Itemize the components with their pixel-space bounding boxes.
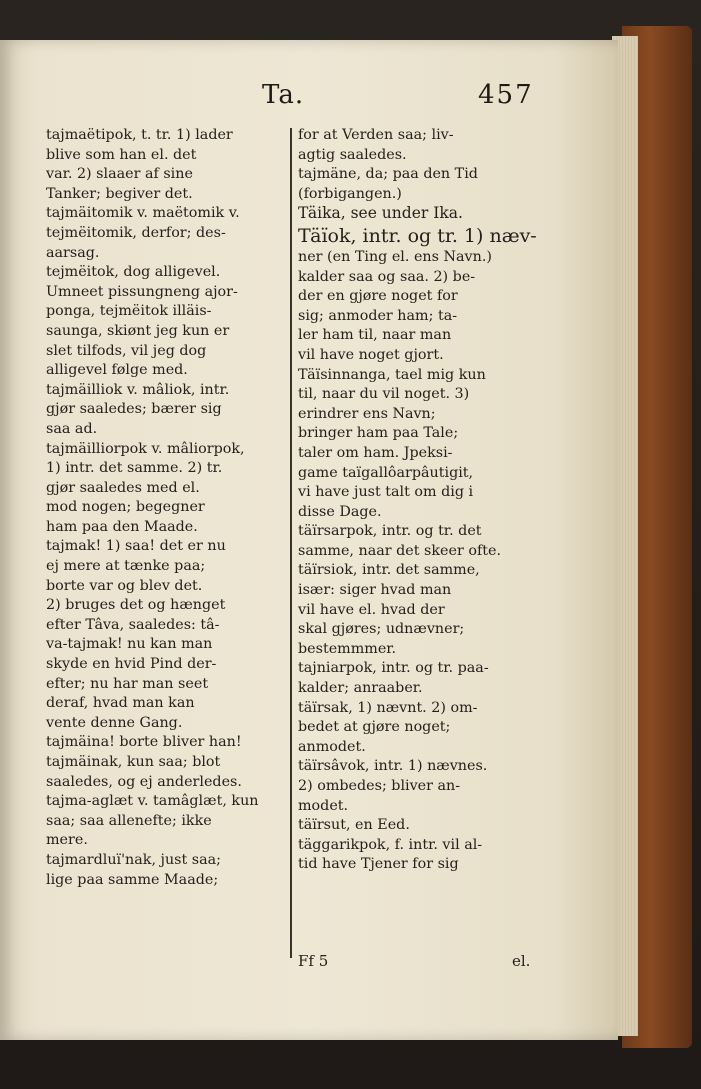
text-line: agtig saaledes. <box>298 146 407 163</box>
text-line: täïrsâvok, intr. 1) nævnes. <box>298 758 488 775</box>
text-line: var. 2) slaaer af sine <box>46 166 193 183</box>
text-line: ner (en Ting el. ens Navn.) <box>298 248 492 265</box>
text-line: saaledes, og ej anderledes. <box>46 773 242 790</box>
text-line: 2) ombedes; bliver an- <box>298 778 461 794</box>
text-line: anmodet. <box>298 738 366 755</box>
text-line: kalder; anraaber. <box>298 680 423 697</box>
text-line: kalder saa og saa. 2) be- <box>298 268 476 285</box>
text-line: bestemmmer. <box>298 640 397 657</box>
text-line: slet tilfods, vil jeg dog <box>46 342 207 359</box>
text-line: mod nogen; begegner <box>46 499 205 516</box>
text-line: til, naar du vil noget. 3) <box>298 386 470 403</box>
right-column <box>298 126 537 875</box>
text-line: erindrer ens Navn; <box>298 405 436 422</box>
text-line: tajniarpok, intr. og tr. paa- <box>298 660 489 677</box>
text-line: Täïok, intr. og tr. 1) næv- <box>298 224 537 247</box>
text-line: mere. <box>46 832 88 849</box>
text-line: tejmëitomik, derfor; des- <box>46 224 226 241</box>
signature-mark: Ff 5 <box>298 952 329 970</box>
text-line: skyde en hvid Pind der- <box>46 656 217 673</box>
text-line: ham paa den Maade. <box>46 518 198 535</box>
text-line: va-tajmak! nu kan man <box>46 636 213 653</box>
left-column <box>46 126 284 890</box>
text-line: tajma-aglæt v. tamâglæt, kun <box>46 793 259 810</box>
text-line: efter Tâva, saaledes: tâ- <box>46 616 220 633</box>
text-line: borte var og blev det. <box>46 577 203 594</box>
text-line: saa ad. <box>46 420 98 437</box>
text-line: sig; anmoder ham; ta- <box>298 307 458 324</box>
text-line: skal gjøres; udnævner; <box>298 621 465 638</box>
text-line: der en gjøre noget for <box>298 288 458 305</box>
text-line: alligevel følge med. <box>46 362 188 379</box>
text-line: game taïgallôarpâutigit, <box>298 464 474 481</box>
text-line: 2) bruges det og hænget <box>46 597 226 614</box>
text-line: täïrsut, en Eed. <box>298 817 410 834</box>
text-line: Täïsinnanga, tael mig kun <box>298 366 486 383</box>
text-line: tajmäinak, kun saa; blot <box>46 754 221 770</box>
text-line: efter; nu har man seet <box>46 675 209 692</box>
text-line: gjør saaledes med el. <box>46 479 200 496</box>
text-line: vente denne Gang. <box>46 714 183 731</box>
text-line: saa; saa allenefte; ikke <box>46 812 212 829</box>
column-divider <box>290 128 292 958</box>
text-line: tejmëitok, dog alligevel. <box>46 264 221 281</box>
text-line: tajmardluï'nak, just saa; <box>46 851 222 868</box>
text-line: blive som han el. det <box>46 146 197 163</box>
text-line: tajmaëtipok, t. tr. 1) lader <box>46 127 233 143</box>
text-line: vil have noget gjort. <box>298 346 444 363</box>
catchword: el. <box>512 952 531 970</box>
text-line: ler ham til, naar man <box>298 327 452 344</box>
text-line: tajmak! 1) saa! det er nu <box>46 538 226 555</box>
text-line: Umneet pissungneng ajor- <box>46 283 238 300</box>
text-line: ponga, tejmëitok illäis- <box>46 303 212 320</box>
text-line: tajmäilliok v. mâliok, intr. <box>46 381 230 398</box>
text-line: taler om ham. Jpeksi- <box>298 444 453 461</box>
text-line: bedet at gjøre noget; <box>298 719 451 736</box>
text-line: vi have just talt om dig i <box>298 484 474 501</box>
text-line: samme, naar det skeer ofte. <box>298 542 502 559</box>
text-line: disse Dage. <box>298 503 382 520</box>
text-line: tajmäitomik v. maëtomik v. <box>46 205 240 222</box>
text-line: 1) intr. det samme. 2) tr. <box>46 460 223 477</box>
text-line: tajmäne, da; paa den Tid <box>298 166 478 183</box>
text-line: vil have el. hvad der <box>298 601 445 618</box>
text-line: bringer ham paa Tale; <box>298 425 459 442</box>
text-line: täggarikpok, f. intr. vil al- <box>298 836 483 853</box>
running-head: Ta. <box>262 80 305 110</box>
text-line: täïrsak, 1) nævnt. 2) om- <box>298 699 478 716</box>
text-line: modet. <box>298 797 349 814</box>
text-line: tajmäina! borte bliver han! <box>46 734 242 751</box>
text-line: deraf, hvad man kan <box>46 695 195 712</box>
text-line: gjør saaledes; bærer sig <box>46 401 222 418</box>
text-line: ej mere at tænke paa; <box>46 558 206 575</box>
text-line: lige paa samme Maade; <box>46 871 219 888</box>
text-line: tid have Tjener for sig <box>298 856 459 873</box>
text-line: Tanker; begiver det. <box>46 185 193 202</box>
page-number: 457 <box>478 80 534 110</box>
text-line: täïrsarpok, intr. og tr. det <box>298 523 482 540</box>
text-line: tajmäilliorpok v. mâliorpok, <box>46 440 245 457</box>
text-line: Täika, see under Ika. <box>298 204 463 223</box>
text-line: (forbigangen.) <box>298 185 402 202</box>
text-line: saunga, skiønt jeg kun er <box>46 322 230 339</box>
text-line: aarsag. <box>46 244 100 261</box>
text-line: for at Verden saa; liv- <box>298 127 454 143</box>
text-line: täïrsiok, intr. det samme, <box>298 562 480 579</box>
text-line: især: siger hvad man <box>298 582 452 599</box>
